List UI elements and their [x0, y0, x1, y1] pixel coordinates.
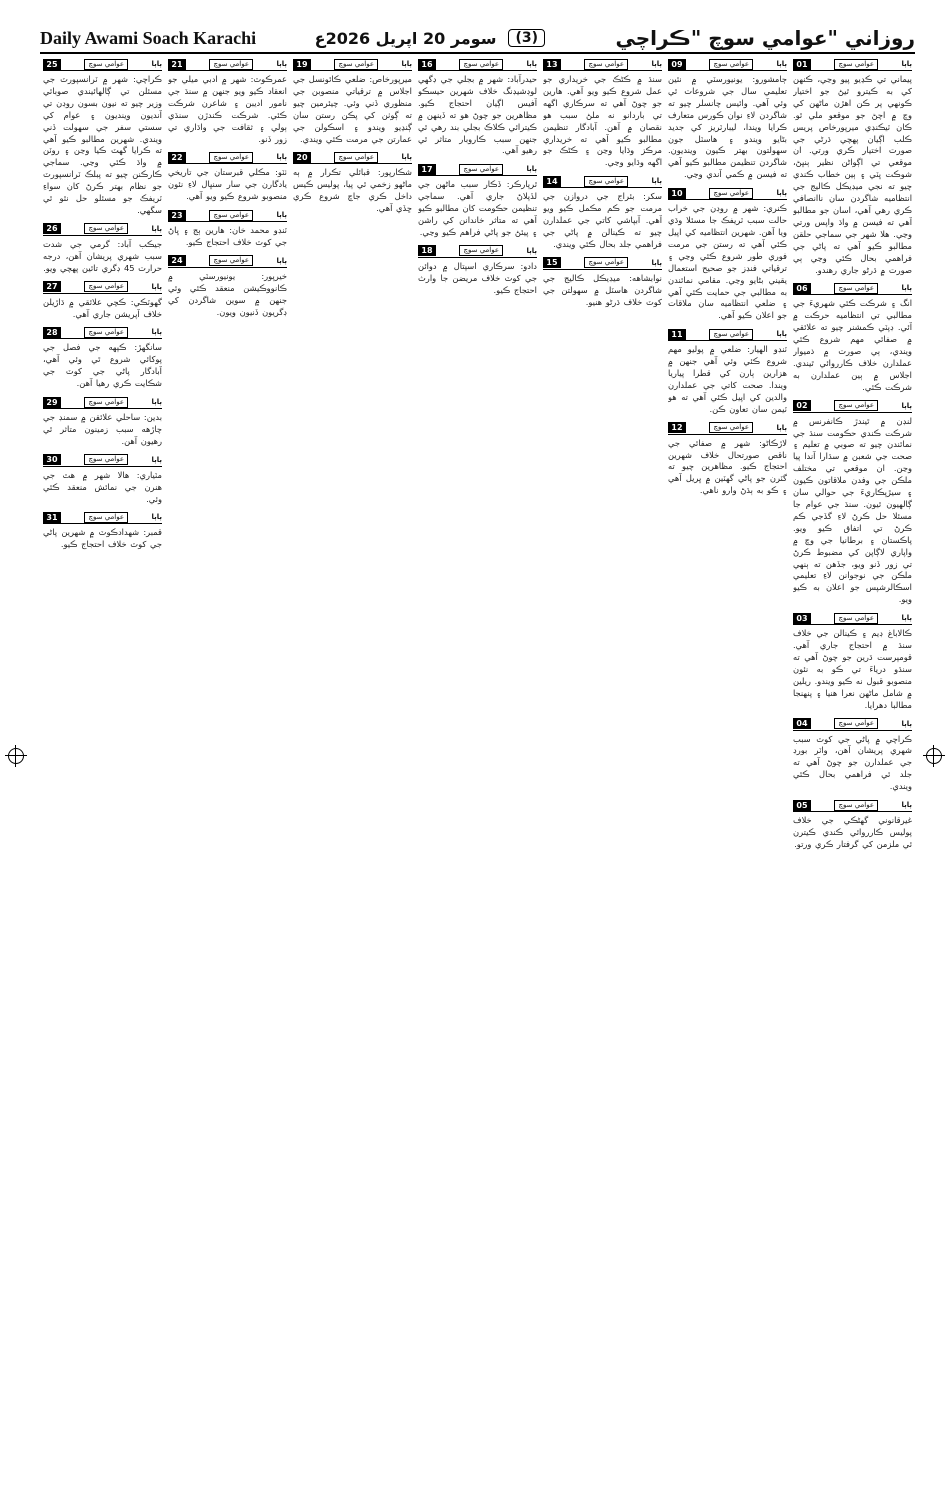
article-body: ٽنڊو الهيار: ضلعي ۾ پوليو مهم شروع ڪئي وئي آهي جنهن ۾ هزارين ٻارن کي قطرا پياريا ويندا. صحت کاتي جي عملدارن والدين کي اپيل ڪئي آهي ته هو ٽيمن سان تعاون ڪن. — [668, 344, 787, 414]
news-article — [43, 511, 162, 551]
column-6 — [168, 58, 287, 1498]
article-label: ٻاٻا — [151, 328, 162, 337]
article-header — [418, 163, 537, 176]
article-header — [418, 245, 537, 258]
article-number: 16 — [418, 59, 436, 70]
article-number: 10 — [668, 188, 686, 199]
article-label: ٻاٻا — [151, 398, 162, 407]
article-badge: عوامي سوچ — [834, 400, 878, 411]
article-body: قمبر: شهدادڪوٽ ۾ شهرين پاڻي جي کوٽ خلاف احتجاج ڪيو. — [43, 527, 162, 550]
article-header — [793, 799, 912, 812]
masthead-middle — [315, 29, 557, 48]
article-header — [793, 58, 912, 71]
article-label: ٻاٻا — [276, 256, 287, 265]
article-number: 06 — [793, 283, 811, 294]
article-badge: عوامي سوچ — [834, 613, 878, 624]
article-header — [43, 223, 162, 236]
news-article — [43, 396, 162, 448]
news-article — [793, 400, 912, 607]
article-body: غيرقانوني گهڻڪي جي خلاف پوليس ڪارروائي ڪندي ڪيترن ئي ملزمن کي گرفتار ڪري ورتو. — [793, 815, 912, 849]
article-body: لنڊن ۾ ٿيندڙ ڪانفرنس ۾ شرڪت ڪندي حڪومت سنڌ جي نمائندن چيو ته صوبي ۾ تعليم ۽ صحت جي شعبن ۾ سڌارا آندا پيا وڃن. ان موقعي تي مختلف ملڪن جي وفدن ملاقاتون ڪيون ۽ سيڙپڪاريءَ جي حوالي سان ڳالهيون ٿيون. سنڌ جي عوام جا مسئلا حل ڪرڻ لاءِ گڏجي ڪم ڪرڻ تي اتفاق ڪيو ويو. پاڪستان ۽ برطانيا جي وچ ۾ واپاري لاڳاپن کي مضبوط ڪرڻ تي زور ڏنو ويو، جڏهن ته ٻنهي ملڪن جي نوجوانن لاءِ تعليمي اسڪالرشپس جو اعلان به ڪيو ويو. — [793, 415, 912, 605]
article-label: ٻاٻا — [651, 177, 662, 186]
article-label: ٻاٻا — [151, 282, 162, 291]
article-badge: عوامي سوچ — [584, 176, 628, 187]
article-badge: عوامي سوچ — [834, 718, 878, 729]
sindhi-title: روزاني "عوامي سوچ "ڪراچي — [615, 26, 915, 50]
article-badge: عوامي سوچ — [334, 59, 378, 70]
article-label: ٻاٻا — [901, 801, 912, 810]
article-badge: عوامي سوچ — [84, 223, 128, 234]
article-body: ٽنڊو محمد خان: هارين ٻج ۽ ڀاڻ جي کوٽ خلاف احتجاج ڪيو. — [168, 225, 287, 248]
article-label: ٻاٻا — [526, 60, 537, 68]
article-badge: عوامي سوچ — [584, 257, 628, 268]
news-article — [418, 245, 537, 297]
article-header — [43, 454, 162, 467]
article-header — [168, 209, 287, 222]
article-body: سانگهڙ: ڪپهه جي فصل جي پوکائي شروع ٿي وئي آهي، آبادگار پاڻي جي کوٽ جي شڪايت ڪري رهيا آهن. — [43, 342, 162, 389]
article-number: 12 — [668, 422, 686, 433]
news-article — [418, 58, 537, 157]
news-article — [293, 151, 412, 215]
article-number: 03 — [793, 613, 811, 624]
article-label: ٻاٻا — [276, 153, 287, 162]
article-badge: عوامي سوچ — [209, 59, 253, 70]
article-badge: عوامي سوچ — [459, 164, 503, 175]
article-number: 26 — [43, 223, 61, 234]
article-label: ٻاٻا — [901, 401, 912, 410]
article-number: 27 — [43, 281, 61, 292]
article-header — [793, 400, 912, 413]
article-header — [43, 396, 162, 409]
article-body: جيڪب آباد: گرمي جي شدت سبب شهري پريشان آهن، درجه حرارت 45 ڊگري تائين پهچي ويو. — [43, 238, 162, 273]
news-article — [43, 281, 162, 321]
article-label: ٻاٻا — [901, 284, 912, 293]
article-number: 14 — [543, 176, 561, 187]
article-body: ڄامشورو: يونيورسٽي ۾ نئين تعليمي سال جي شروعات ٿي وئي آهي. وائيس چانسلر چيو ته شاگردن لاءِ نوان ڪورس متعارف ڪرايا ويندا، ليبارٽريز کي جديد بڻايو ويندو ۽ هاسٽل جون سهولتون بهتر ڪيون وينديون. شاگردن تنظيمن مطالبو ڪيو آهي ته فيسن ۾ ڪمي آندي وڃي. — [668, 74, 787, 180]
article-body: دادو: سرڪاري اسپتال ۾ دوائن جي کوٽ خلاف مريضن جا وارث احتجاج ڪيو. — [418, 260, 537, 295]
article-header — [793, 718, 912, 731]
article-body: سکر: بئراج جي دروازن جي مرمت جو ڪم مڪمل ڪيو ويو آهي. آبپاشي کاتي جي عملدارن چيو ته ڪينالن ۾ پاڻي جي فراهمي جلد بحال ڪئي ويندي. — [543, 191, 662, 249]
article-body: شڪارپور: قبائلي تڪرار ۾ ٻه ماڻهو زخمي ٿي پيا، پوليس ڪيس داخل ڪري جاچ شروع ڪري ڇڏي آهي. — [293, 167, 412, 214]
article-header — [418, 58, 537, 71]
article-number: 09 — [668, 59, 686, 70]
article-number: 05 — [793, 800, 811, 811]
registration-mark-icon — [926, 748, 942, 764]
article-badge: عوامي سوچ — [84, 397, 128, 408]
article-label: ٻاٻا — [526, 246, 537, 255]
article-number: 01 — [793, 59, 811, 70]
article-badge: عوامي سوچ — [209, 255, 253, 266]
column-7 — [43, 58, 162, 1498]
article-header — [43, 326, 162, 339]
article-badge: عوامي سوچ — [834, 59, 878, 70]
registration-mark-icon — [8, 748, 24, 764]
article-label: ٻاٻا — [151, 224, 162, 233]
article-body: بدين: ساحلي علائقن ۾ سمنڊ جي چاڙهه سبب زمينون متاثر ٿي رهيون آهن. — [43, 412, 162, 446]
news-article — [668, 58, 787, 181]
article-number: 24 — [168, 255, 186, 266]
article-header — [293, 151, 412, 164]
news-article — [668, 187, 787, 322]
article-body: ٺٽو: مڪلي قبرستان جي تاريخي يادگارن جي سار سنڀال لاءِ نئون منصوبو شروع ڪيو ويو آهي. — [168, 167, 287, 202]
article-badge: عوامي سوچ — [709, 329, 753, 340]
article-body: خيرپور: يونيورسٽي ۾ ڪانووڪيشن منعقد ڪئي وئي جنهن ۾ سوين شاگردن کي ڊگريون ڏنيون ويون. — [168, 270, 287, 317]
article-label: ٻاٻا — [901, 614, 912, 623]
article-badge: عوامي سوچ — [84, 59, 128, 70]
news-article — [43, 223, 162, 275]
article-label: ٻاٻا — [776, 189, 787, 198]
article-badge: عوامي سوچ — [84, 454, 128, 465]
article-badge: عوامي سوچ — [709, 188, 753, 199]
article-label: ٻاٻا — [151, 455, 162, 464]
article-body: گهوٽڪي: ڪچي علائقي ۾ ڌاڙيلن خلاف آپريشن جاري آهي. — [43, 296, 162, 319]
article-header — [43, 511, 162, 524]
article-badge: عوامي سوچ — [834, 800, 878, 811]
news-article — [168, 209, 287, 249]
article-header — [668, 328, 787, 341]
news-article — [668, 328, 787, 415]
issue-date: سومر 20 اپريل 2026ع — [314, 28, 497, 48]
news-article — [168, 151, 287, 203]
article-number: 17 — [418, 164, 436, 175]
article-number: 20 — [293, 152, 311, 163]
article-badge: عوامي سوچ — [834, 283, 878, 294]
article-label: ٻاٻا — [776, 423, 787, 432]
article-header — [43, 58, 162, 71]
news-article — [293, 58, 412, 145]
news-article — [43, 326, 162, 390]
column-1 — [793, 58, 912, 1498]
article-label: ٻاٻا — [401, 60, 412, 68]
article-label: ٻاٻا — [526, 165, 537, 174]
article-label: ٻاٻا — [276, 60, 287, 68]
news-article — [668, 422, 787, 498]
article-header — [543, 175, 662, 188]
news-article — [543, 58, 662, 169]
article-label: ٻاٻا — [151, 513, 162, 522]
article-header — [543, 257, 662, 270]
article-label: ٻاٻا — [651, 60, 662, 68]
article-number: 25 — [43, 59, 61, 70]
news-article — [793, 718, 912, 794]
news-article — [793, 612, 912, 711]
article-header — [668, 422, 787, 435]
article-number: 21 — [168, 59, 186, 70]
page-number: (3) — [508, 29, 545, 47]
article-header — [168, 151, 287, 164]
article-badge: عوامي سوچ — [84, 281, 128, 292]
article-number: 30 — [43, 454, 61, 465]
article-header — [668, 58, 787, 71]
news-article — [793, 282, 912, 393]
article-badge: عوامي سوچ — [459, 245, 503, 256]
article-badge: عوامي سوچ — [209, 152, 253, 163]
news-article — [543, 175, 662, 251]
article-badge: عوامي سوچ — [709, 422, 753, 433]
article-number: 23 — [168, 210, 186, 221]
article-label: ٻاٻا — [276, 211, 287, 220]
article-header — [168, 255, 287, 268]
article-badge: عوامي سوچ — [84, 327, 128, 338]
article-header — [793, 282, 912, 295]
news-article — [543, 257, 662, 309]
article-body: مٽياري: هالا شهر ۾ هٿ جي هنرن جي نمائش منعقد ڪئي وئي. — [43, 469, 162, 504]
article-badge: عوامي سوچ — [209, 210, 253, 221]
news-article — [43, 454, 162, 506]
news-article — [168, 255, 287, 319]
article-header — [793, 612, 912, 625]
article-body: ٿرپارڪر: ڏڪار سبب ماڻهن جي لڏپلاڻ جاري آهي. سماجي تنظيمن حڪومت کان مطالبو ڪيو آهي ته متاثر خاندانن کي راشن ۽ پيئڻ جو پاڻي فراهم ڪيو وڃي. — [418, 179, 537, 237]
article-badge: عوامي سوچ — [84, 512, 128, 523]
article-body: ڪنري: شهر ۾ روڊن جي خراب حالت سبب ٽريفڪ جا مسئلا وڌي ويا آهن. شهرين انتظاميه کي اپيل ڪئي آهي ته رستن جي مرمت فوري طور شروع ڪئي وڃي ۽ ترقياتي فنڊز جو صحيح استعمال يقيني بڻايو وڃي. مقامي نمائندن به مطالبي جي حمايت ڪئي آهي ۽ ضلعي انتظاميه سان ملاقات جو اعلان ڪيو آهي. — [668, 203, 787, 321]
article-label: ٻاٻا — [776, 330, 787, 339]
article-label: ٻاٻا — [776, 60, 787, 68]
article-number: 18 — [418, 245, 436, 256]
article-badge: عوامي سوچ — [709, 59, 753, 70]
article-label: ٻاٻا — [901, 719, 912, 728]
news-article — [793, 799, 912, 851]
article-body: ميرپورخاص: ضلعي ڪائونسل جي اجلاس ۾ ترقياتي منصوبن جي منظوري ڏني وئي. چيئرمين چيو ته ڳوٺن کي پڪن رستن سان ڳنڍيو ويندو ۽ اسڪولن جي عمارتن جي مرمت ڪئي ويندي. — [293, 74, 412, 144]
article-number: 31 — [43, 512, 61, 523]
article-number: 04 — [793, 718, 811, 729]
article-header — [43, 281, 162, 294]
news-article — [418, 163, 537, 239]
article-body: پيماني تي ڪڍيو پيو وڃي، ڪنهن کي به ڪيترو ٿيڻ جو اختيار ڪونهي پر ڪن اهڙن ماڻهن کي وچ ۾ اچڻ جو موقعو ملي ٿو. ڪان ٽيڪنڊي ميرپورخاص پريس ڪلب اڳيان پهچي ڌرڻي جي صورت اختيار ڪري ورتي. ان موقعي تي اڳواڻن نظير ٻنڀڻ، شوڪت ڀٽي ۽ ٻين خطاب ڪندي چيو ته نجي ميڊيڪل ڪاليج جي انتظاميه شاگردن سان ناانصافي ڪري رهي آهي، اسان جو مطالبو آهي ته فيسن ۾ واڌ واپس ورتي وڃي. هلا شهر جي سماجي حلقن مطالبو ڪيو آهي ته پاڻي جي فراهمي بحال ڪئي وڃي ٻي صورت ۾ ڌرڻو جاري رهندو. — [793, 74, 912, 275]
article-label: ٻاٻا — [401, 153, 412, 162]
article-body: ڪراچي: شهر ۾ ٽرانسپورٽ جي مسئلن تي ڳالهائيندي صوبائي وزير چيو ته نيون بسون روڊن تي آنديون وينديون ۽ عوام کي سستي سفر جي سهولت ڏني ويندي. شهرين مطالبو ڪيو آهي ته ڪرايا گهٽ ڪيا وڃن ۽ روٽن ۾ واڌ ڪئي وڃي. سماجي ڪارڪنن چيو ته پبلڪ ٽرانسپورٽ جو نظام بهتر ڪرڻ کان سواءِ ٽريفڪ جو مسئلو حل نٿو ٿي سگهي. — [43, 74, 162, 215]
article-body: ڪالاباغ ڊيم ۽ ڪينالن جي خلاف سنڌ ۾ احتجاج جاري آهي. قومپرست ڌرين جو چوڻ آهي ته سنڌو درياءَ تي ڪو به نئون منصوبو قبول نه ڪيو ويندو. ريلين ۾ شامل ماڻهن نعرا هنيا ۽ پنهنجا مطالبا دهرايا. — [793, 628, 912, 710]
article-header — [293, 58, 412, 71]
article-badge: عوامي سوچ — [459, 59, 503, 70]
article-body: انگ ۽ شرڪت ڪئي شهريءَ جي مطالبي تي انتظاميه حرڪت ۾ آئي. ڊپٽي ڪمشنر چيو ته علائقي ۾ صفائي مهم شروع ڪئي ويندي، ٻي صورت ۾ ذميوار عملدارن خلاف ڪارروائي ٿيندي. اجلاس ۾ ٻين عملدارن به شرڪت ڪئي. — [793, 298, 912, 392]
article-badge: عوامي سوچ — [584, 59, 628, 70]
column-2 — [668, 58, 787, 1498]
masthead — [40, 24, 915, 54]
news-article — [793, 58, 912, 276]
english-title: Daily Awami Soach Karachi — [40, 27, 257, 48]
article-header — [168, 58, 287, 71]
article-number: 13 — [543, 59, 561, 70]
article-body: سنڌ ۾ ڪڻڪ جي خريداري جو عمل شروع ڪيو ويو آهي. هارين جو چوڻ آهي ته سرڪاري اگهه تي باردانو نه ملڻ سبب هو نقصان ۾ آهن. آبادگار تنظيمن مطالبو ڪيو آهي ته خريداري مرڪز وڌايا وڃن ۽ ڪڻڪ جو اگهه وڌايو وڃي. — [543, 74, 662, 168]
article-number: 19 — [293, 59, 311, 70]
article-number: 02 — [793, 400, 811, 411]
article-body: عمرڪوٽ: شهر ۾ ادبي ميلي جو انعقاد ڪيو ويو جنهن ۾ سنڌ جي نامور اديبن ۽ شاعرن شرڪت ڪئي. شرڪت ڪندڙن سنڌي ٻولي ۽ ثقافت جي واڌاري تي زور ڏنو. — [168, 74, 287, 144]
article-number: 29 — [43, 397, 61, 408]
article-body: ڪراچي ۾ پاڻي جي کوٽ سبب شهري پريشان آهن، واٽر بورڊ جي عملدارن جو چوڻ آهي ته جلد ئي فراهمي بحال ڪئي ويندي. — [793, 733, 912, 792]
article-label: ٻاٻا — [901, 60, 912, 68]
column-3 — [543, 58, 662, 1498]
article-label: ٻاٻا — [151, 60, 162, 68]
article-body: لاڙڪاڻو: شهر ۾ صفائي جي ناقص صورتحال خلاف شهرين احتجاج ڪيو. مظاهرين چيو ته گٽرن جو پاڻي گهٽين ۾ ڀريل آهي ۽ ڪو به ٻڌڻ وارو ناهي. — [668, 437, 787, 496]
article-header — [668, 187, 787, 200]
article-body: حيدرآباد: شهر ۾ بجلي جي ڊگهي لوڊشيڊنگ خلاف شهرين حيسڪو آفيس اڳيان احتجاج ڪيو. مظاهرين جو چوڻ هو ته ڏينهن ۾ ڪيترائي ڪلاڪ بجلي بند رهي ٿي جنهن سبب ڪاروبار متاثر ٿي رهيو آهي. — [418, 74, 537, 156]
article-number: 11 — [668, 329, 686, 340]
article-header — [543, 58, 662, 71]
article-badge: عوامي سوچ — [334, 152, 378, 163]
column-4 — [418, 58, 537, 1498]
news-article — [43, 58, 162, 217]
article-body: نوابشاهه: ميڊيڪل ڪاليج جي شاگردن هاسٽل ۾ سهولتن جي کوٽ خلاف ڌرڻو هنيو. — [543, 272, 662, 307]
article-number: 28 — [43, 327, 61, 338]
columns — [40, 58, 915, 1498]
news-article — [168, 58, 287, 145]
article-number: 22 — [168, 152, 186, 163]
column-5 — [293, 58, 412, 1498]
article-number: 15 — [543, 257, 561, 268]
article-label: ٻاٻا — [651, 258, 662, 267]
